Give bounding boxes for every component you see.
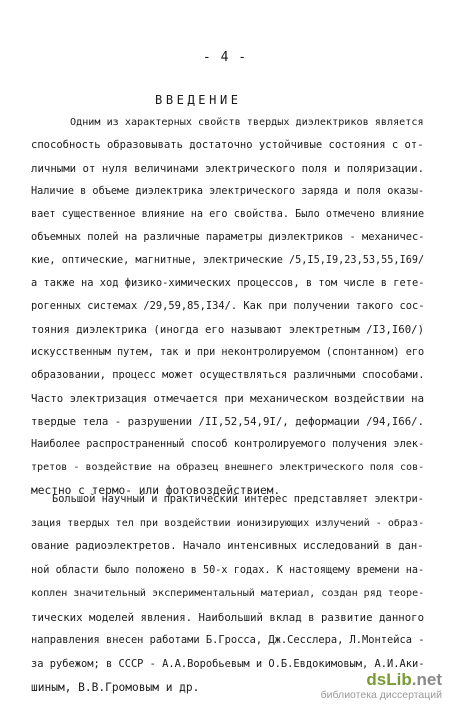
- page-number: - 4 -: [202, 50, 248, 65]
- text-line: зация твердых тел при воздействии ионизирующих излучений - образ-: [31, 518, 425, 529]
- text-line: коплен значительный экспериментальный материал, создан ряд теоре-: [31, 588, 425, 599]
- watermark: [321, 671, 442, 701]
- text-line: Часто электризация отмечается при механическом воздействии на: [31, 392, 425, 405]
- text-line: третов - воздействие на образец внешнего электрического поля сов-: [31, 462, 425, 473]
- text-line: а также на ход физико-химических процессов, в том числе в гете-: [31, 277, 425, 289]
- text-line: Одним из характерных свойств твердых диэлектриков является: [70, 117, 424, 128]
- text-line: вает существенное влияние на его свойства. Было отмечено влияние: [31, 209, 425, 220]
- text-line: способность образовывать достаточно устойчивые состояния с от-: [31, 139, 424, 151]
- text-line: тояния диэлектрика (иногда его называют электретным /I3,I60/): [31, 323, 425, 336]
- text-line: тических моделей явления. Наибольший вклад в развитие данного: [31, 611, 425, 624]
- text-line: искусственным путем, так и при неконтролируемом (спонтанном) его: [31, 347, 425, 358]
- section-heading: ВВЕДЕНИЕ: [155, 93, 242, 107]
- watermark-logo-main: dsLib: [366, 670, 412, 689]
- text-line: Наличие в объеме диэлектрика электрического заряда и поля оказы-: [31, 186, 425, 197]
- text-line: кие, оптические, магнитные, электрические /5,I5,I9,23,53,55,I69/: [31, 255, 425, 266]
- text-line: шиным, В.В.Громовым и др.: [31, 681, 200, 694]
- text-line: твердые тела - разрушении /II,52,54,9I/, деформации /94,I66/.: [31, 415, 425, 428]
- text-line: образовании, процесс может осуществляться различными способами.: [31, 369, 425, 381]
- watermark-logo: [321, 671, 442, 689]
- text-line: направления внесен работами Б.Гросса, Дж.Сесслера, Л.Монтейса -: [31, 634, 425, 646]
- text-line: местно с термо- или фотовоздействием.: [31, 484, 281, 497]
- watermark-subtitle: библиотека диссертаций: [320, 689, 442, 701]
- text-line: рогенных системах /29,59,85,I34/. Как при получении такого сос-: [31, 300, 425, 312]
- text-line: ной области было положено в 50-х годах. К настоящему времени на-: [31, 565, 425, 576]
- text-line: за рубежом; в СССР - А.А.Воробьевым и О.Б.Евдокимовым, А.И.Аки-: [31, 658, 425, 670]
- text-line: личными от нуля величинами электрического поля и поляризации.: [31, 162, 425, 175]
- text-line: ование радиоэлектретов. Начало интенсивных исследований в дан-: [31, 540, 424, 552]
- text-line: Большой научный и практический интерес представляет электри-: [52, 493, 424, 505]
- watermark-logo-tld: .net: [411, 670, 442, 689]
- text-line: Наиболее распространенный способ контролируемого получения элек-: [31, 439, 425, 450]
- text-line: объемных полей на различные параметры диэлектриков - механичес-: [31, 231, 425, 243]
